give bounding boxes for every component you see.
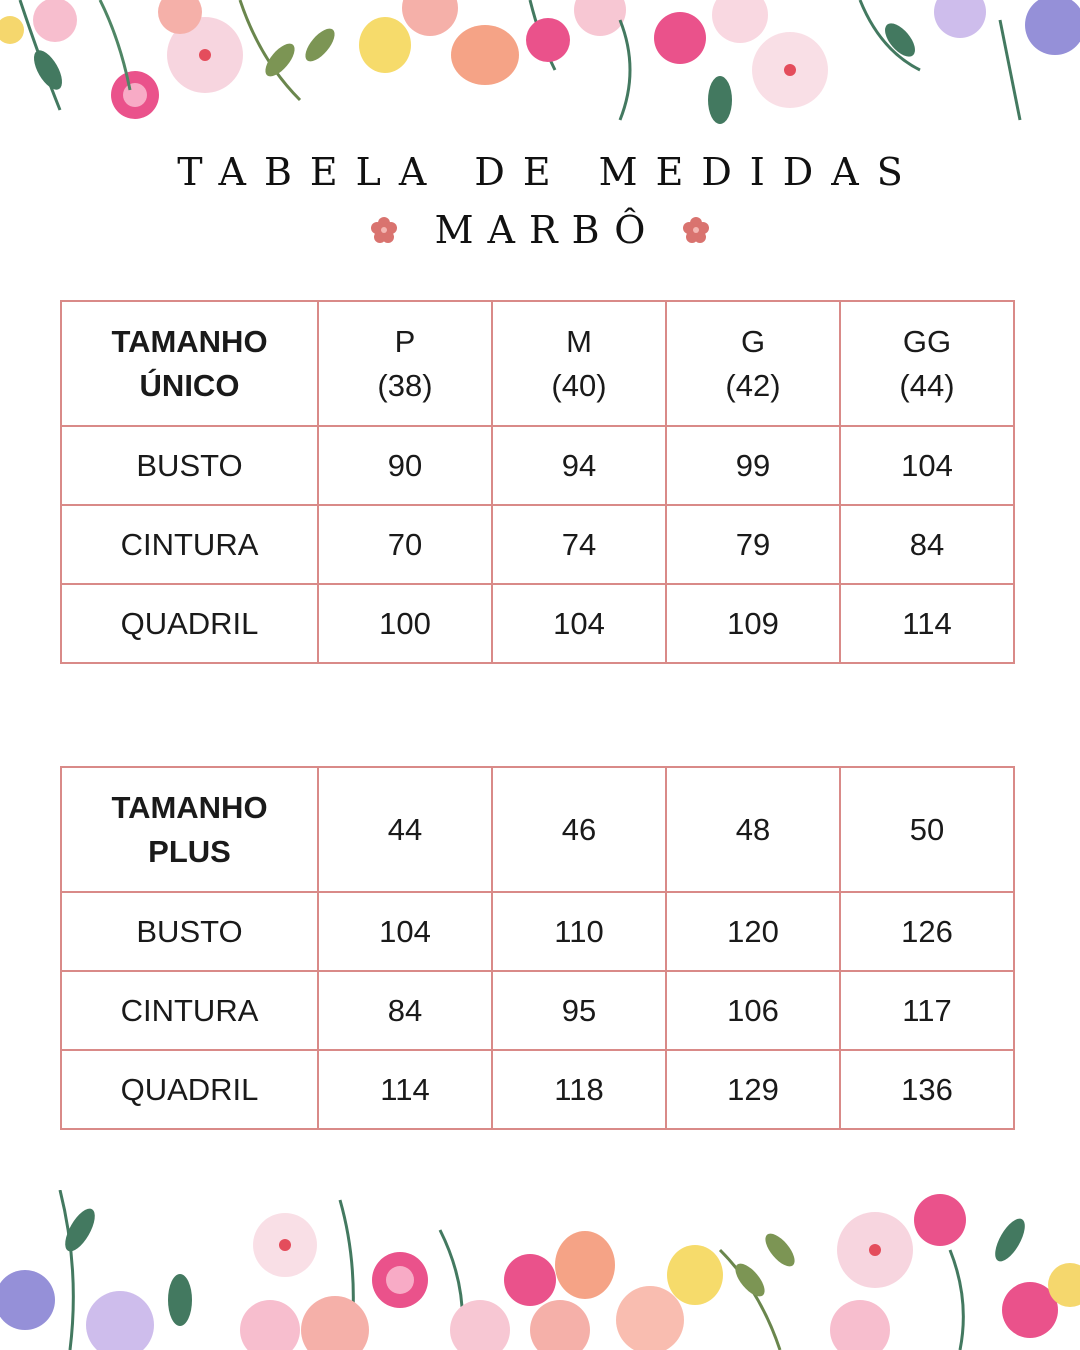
table-cell: 79 <box>666 505 840 584</box>
table-row-cintura <box>61 971 1014 1050</box>
table-cell: 84 <box>840 505 1014 584</box>
table-header-row <box>61 301 1014 426</box>
table-cell: 110 <box>492 892 666 971</box>
table-cell: 70 <box>318 505 492 584</box>
header-label <box>61 767 318 892</box>
floral-border-top <box>0 0 1080 140</box>
size-number: (42) <box>725 367 781 403</box>
brand-row <box>0 208 1080 252</box>
flower-icon <box>681 215 711 245</box>
size-header-m <box>492 301 666 426</box>
size-table-unico <box>60 300 1015 664</box>
size-header-48: 48 <box>666 767 840 892</box>
table-cell: 104 <box>840 426 1014 505</box>
size-header-46: 46 <box>492 767 666 892</box>
size-letter: GG <box>902 323 952 359</box>
table-cell: 114 <box>318 1050 492 1129</box>
table-cell: 129 <box>666 1050 840 1129</box>
table-cell: 120 <box>666 892 840 971</box>
size-number: (40) <box>551 367 607 403</box>
table-cell: 99 <box>666 426 840 505</box>
table-cell: 95 <box>492 971 666 1050</box>
flower-icon <box>369 215 399 245</box>
header-label <box>61 301 318 426</box>
size-header-p <box>318 301 492 426</box>
table-cell: 100 <box>318 584 492 663</box>
table-cell: 104 <box>318 892 492 971</box>
row-label: BUSTO <box>61 892 318 971</box>
table-header-row <box>61 767 1014 892</box>
size-table-plus <box>60 766 1015 1130</box>
table-cell: 114 <box>840 584 1014 663</box>
size-header-50: 50 <box>840 767 1014 892</box>
table-cell: 106 <box>666 971 840 1050</box>
row-label: CINTURA <box>61 971 318 1050</box>
row-label: QUADRIL <box>61 1050 318 1129</box>
table-cell: 126 <box>840 892 1014 971</box>
table-cell: 109 <box>666 584 840 663</box>
row-label: QUADRIL <box>61 584 318 663</box>
header-label-line1: TAMANHO <box>111 323 268 359</box>
table-row-quadril <box>61 584 1014 663</box>
brand-name: MARBÔ <box>434 208 660 252</box>
size-header-44: 44 <box>318 767 492 892</box>
table-cell: 104 <box>492 584 666 663</box>
table-row-cintura <box>61 505 1014 584</box>
table-row-busto <box>61 892 1014 971</box>
page-title: TABELA DE MEDIDAS <box>177 150 921 194</box>
table-cell: 94 <box>492 426 666 505</box>
table-row-busto <box>61 426 1014 505</box>
table-cell: 74 <box>492 505 666 584</box>
row-label: BUSTO <box>61 426 318 505</box>
row-label: CINTURA <box>61 505 318 584</box>
size-header-g <box>666 301 840 426</box>
size-number: (38) <box>377 367 433 403</box>
size-letter: G <box>740 323 766 359</box>
table-cell: 117 <box>840 971 1014 1050</box>
header-label-line2: ÚNICO <box>139 367 240 403</box>
table-cell: 136 <box>840 1050 1014 1129</box>
header <box>0 150 1080 252</box>
table-cell: 84 <box>318 971 492 1050</box>
size-letter: P <box>394 323 416 359</box>
floral-border-bottom <box>0 1190 1080 1350</box>
header-label-line1: TAMANHO <box>111 789 268 825</box>
size-number: (44) <box>899 367 955 403</box>
table-row-quadril <box>61 1050 1014 1129</box>
size-header-gg <box>840 301 1014 426</box>
size-letter: M <box>566 323 592 359</box>
header-label-line2: PLUS <box>148 833 231 869</box>
table-cell: 90 <box>318 426 492 505</box>
table-cell: 118 <box>492 1050 666 1129</box>
